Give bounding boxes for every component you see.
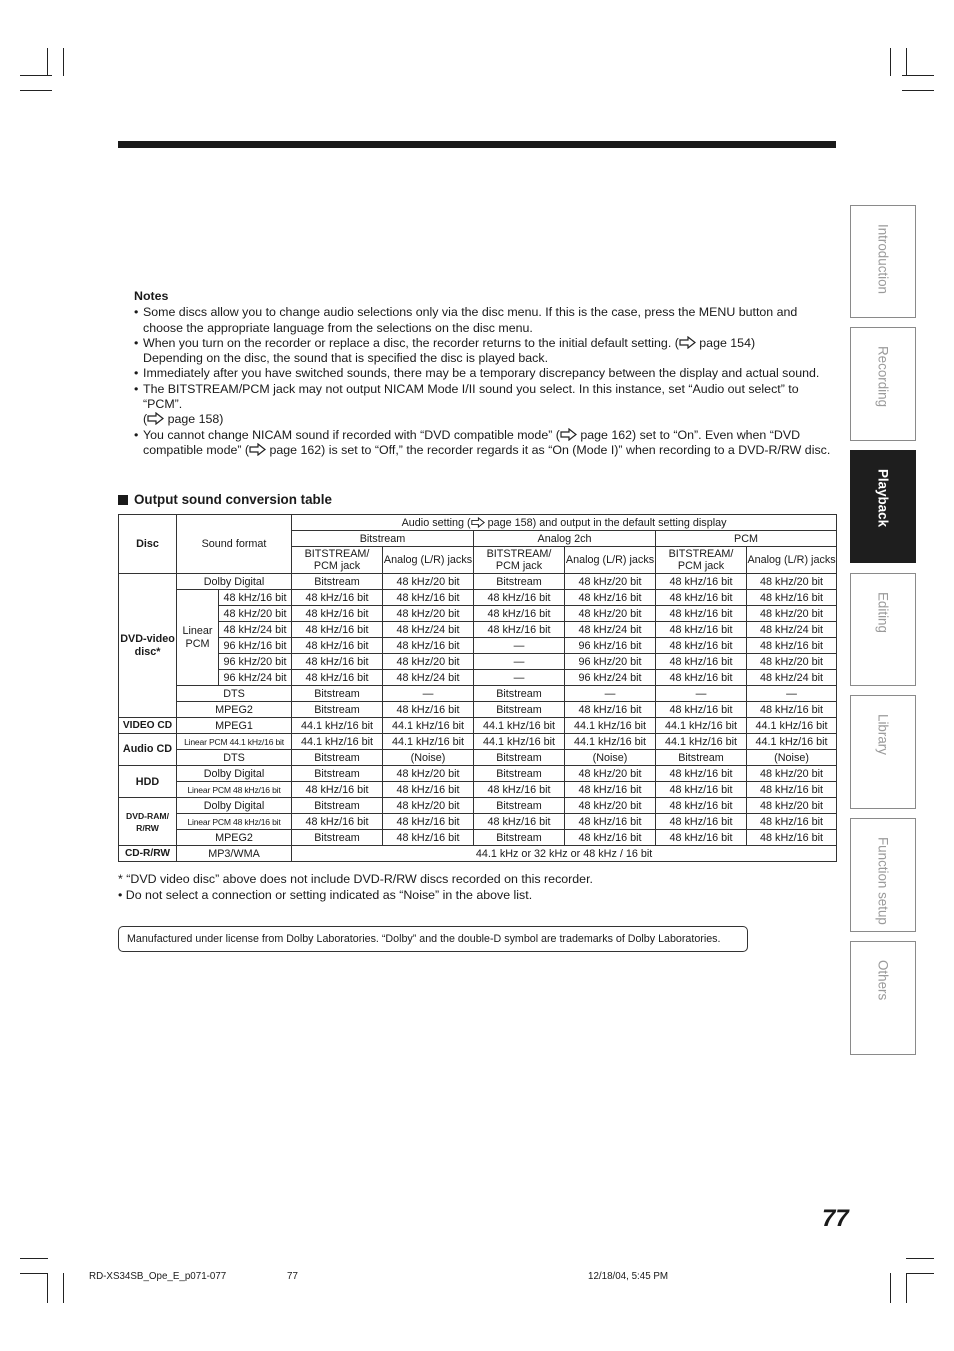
value-cell: Bitstream — [292, 830, 383, 846]
format-cell: Linear PCM 48 kHz/16 bit — [177, 814, 292, 830]
value-cell: — — [383, 686, 474, 702]
value-cell: (Noise) — [383, 750, 474, 766]
tab-function-setup[interactable] — [850, 818, 916, 932]
value-cell: 48 kHz/16 bit — [656, 606, 747, 622]
crop-mark — [63, 48, 64, 76]
format-cell: 48 kHz/24 bit — [219, 622, 292, 638]
value-cell: 48 kHz/16 bit — [292, 638, 383, 654]
tab-library[interactable] — [850, 695, 916, 809]
subcol-header: BITSTREAM/ PCM jack — [474, 547, 565, 574]
tab-introduction[interactable] — [850, 205, 916, 318]
value-cell: 44.1 kHz/16 bit — [292, 718, 383, 734]
table-row — [119, 766, 837, 782]
page-reference-arrow-icon — [147, 412, 164, 425]
table-row — [119, 734, 837, 750]
value-cell: 48 kHz/24 bit — [383, 622, 474, 638]
crop-mark — [47, 48, 48, 76]
tab-label: Introduction — [875, 224, 891, 294]
note-item: • Immediately after you have switched sounds, there may be a temporary discrepancy between the display and actual sound. — [134, 366, 834, 381]
format-cell: MPEG1 — [177, 718, 292, 734]
table-row — [119, 830, 837, 846]
value-cell: 48 kHz/16 bit — [656, 814, 747, 830]
value-cell: — — [474, 638, 565, 654]
page-reference-arrow-icon — [249, 443, 266, 456]
value-cell: 48 kHz/16 bit — [474, 606, 565, 622]
value-cell: Bitstream — [292, 686, 383, 702]
value-cell: 44.1 kHz/16 bit — [474, 718, 565, 734]
value-cell: Bitstream — [474, 702, 565, 718]
value-cell: Bitstream — [474, 798, 565, 814]
value-cell: 44.1 kHz/16 bit — [565, 734, 656, 750]
tab-label: Library — [875, 714, 891, 755]
disc-cell: DVD-RAM/ R/RW — [119, 798, 177, 846]
format-cell: 96 kHz/16 bit — [219, 638, 292, 654]
table-header-row — [119, 515, 837, 531]
value-cell: 48 kHz/20 bit — [565, 798, 656, 814]
value-cell: Bitstream — [474, 750, 565, 766]
value-cell: 48 kHz/16 bit — [656, 830, 747, 846]
value-cell: 48 kHz/20 bit — [383, 654, 474, 670]
value-cell: (Noise) — [747, 750, 837, 766]
value-cell: 48 kHz/24 bit — [383, 670, 474, 686]
value-cell: Bitstream — [292, 750, 383, 766]
value-cell: 48 kHz/16 bit — [292, 606, 383, 622]
disc-cell: Audio CD — [119, 734, 177, 766]
group-header: Bitstream — [292, 531, 474, 547]
value-cell: 48 kHz/16 bit — [747, 590, 837, 606]
tab-label: Recording — [875, 346, 891, 408]
value-cell: 48 kHz/16 bit — [292, 654, 383, 670]
subcol-header: Analog (L/R) jacks — [383, 547, 474, 574]
format-cell: Linear PCM 44.1 kHz/16 bit — [177, 734, 292, 750]
crop-mark — [906, 1258, 934, 1259]
group-header: Analog 2ch — [474, 531, 656, 547]
crop-mark — [20, 1273, 48, 1274]
crop-mark — [906, 1273, 907, 1303]
disc-cell: VIDEO CD — [119, 718, 177, 734]
format-cell: MP3/WMA — [177, 846, 292, 862]
format-cell: 96 kHz/24 bit — [219, 670, 292, 686]
value-cell: 48 kHz/16 bit — [747, 702, 837, 718]
note-item: • Some discs allow you to change audio selections only via the disc menu. If this is the case, press the MENU button and choose the appropriate language from the selections on the disc menu. — [134, 305, 834, 336]
tab-playback[interactable] — [850, 450, 916, 563]
tab-editing[interactable] — [850, 573, 916, 686]
value-cell: 48 kHz/16 bit — [474, 590, 565, 606]
value-cell: 44.1 kHz/16 bit — [656, 718, 747, 734]
format-cell: MPEG2 — [177, 702, 292, 718]
value-cell: 48 kHz/16 bit — [656, 654, 747, 670]
notes-heading: Notes — [134, 289, 169, 303]
page-reference-arrow-icon — [471, 517, 485, 528]
value-cell: 48 kHz/16 bit — [656, 574, 747, 590]
value-cell: 48 kHz/16 bit — [565, 814, 656, 830]
table-row — [119, 846, 837, 862]
format-cell: Dolby Digital — [177, 766, 292, 782]
value-cell: — — [656, 686, 747, 702]
value-cell: 48 kHz/20 bit — [383, 606, 474, 622]
format-cell: 96 kHz/20 bit — [219, 654, 292, 670]
table-row — [119, 638, 837, 654]
note-item: • When you turn on the recorder or replace a disc, the recorder returns to the initial default setting. ( page 154) Depending on the disc, the sound that is specified the disc is played back. — [134, 336, 834, 367]
value-cell: 48 kHz/20 bit — [747, 574, 837, 590]
note-item: • The BITSTREAM/PCM jack may not output NICAM Mode I/II sound you select. In this instance, set “Audio out select” to “PCM”. ( page 158) — [134, 382, 834, 428]
footer-page: 77 — [287, 1271, 298, 1282]
crop-mark — [20, 90, 52, 91]
value-cell: 96 kHz/24 bit — [565, 670, 656, 686]
value-cell: 48 kHz/16 bit — [474, 622, 565, 638]
value-cell: 44.1 kHz/16 bit — [383, 734, 474, 750]
format-cell: MPEG2 — [177, 830, 292, 846]
table-row — [119, 702, 837, 718]
tab-recording[interactable] — [850, 327, 916, 441]
crop-mark — [20, 1258, 48, 1259]
crop-mark — [890, 48, 891, 76]
format-cell: Dolby Digital — [177, 574, 292, 590]
value-cell: 48 kHz/20 bit — [383, 574, 474, 590]
value-cell: 96 kHz/16 bit — [565, 638, 656, 654]
value-cell: 44.1 kHz/16 bit — [565, 718, 656, 734]
value-cell: 48 kHz/16 bit — [383, 638, 474, 654]
value-cell: 48 kHz/16 bit — [383, 814, 474, 830]
tab-label: Function setup — [875, 837, 891, 925]
table-row — [119, 670, 837, 686]
value-cell: 48 kHz/16 bit — [656, 638, 747, 654]
page-reference-arrow-icon — [560, 428, 577, 441]
linear-pcm-cell: Linear PCM — [177, 590, 219, 686]
license-box: Manufactured under license from Dolby Laboratories. “Dolby” and the double-D symbol are trademarks of Dolby Laboratories. — [118, 926, 748, 952]
group-header: PCM — [656, 531, 837, 547]
value-cell: 48 kHz/20 bit — [565, 606, 656, 622]
value-cell: — — [474, 670, 565, 686]
table-row — [119, 718, 837, 734]
format-cell: Dolby Digital — [177, 798, 292, 814]
value-cell: 44.1 kHz/16 bit — [474, 734, 565, 750]
value-cell: 48 kHz/16 bit — [292, 590, 383, 606]
value-cell: 96 kHz/20 bit — [565, 654, 656, 670]
value-cell: 44.1 kHz/16 bit — [747, 718, 837, 734]
value-cell: 48 kHz/16 bit — [292, 814, 383, 830]
value-cell: 48 kHz/20 bit — [565, 574, 656, 590]
crop-mark — [902, 90, 934, 91]
note-item: • You cannot change NICAM sound if recorded with “DVD compatible mode” ( page 162) set to “On”. Even when “DVD compatible mode” ( page 162) is set to “Off,” the recorder regards it as “On (Mode I)” when recording to a DVD-R/RW disc. — [134, 428, 834, 459]
format-cell: Linear PCM 48 kHz/16 bit — [177, 782, 292, 798]
page-reference-arrow-icon — [679, 336, 696, 349]
footnote: • Do not select a connection or setting indicated as “Noise” in the above list. — [118, 888, 533, 902]
value-cell: 48 kHz/20 bit — [565, 766, 656, 782]
format-cell: DTS — [177, 750, 292, 766]
value-cell: 48 kHz/16 bit — [656, 670, 747, 686]
notes-list — [134, 305, 834, 458]
disc-cell: DVD-video disc* — [119, 574, 177, 718]
value-cell: 44.1 kHz/16 bit — [747, 734, 837, 750]
value-cell: — — [747, 686, 837, 702]
value-cell: Bitstream — [474, 574, 565, 590]
crop-mark — [63, 1273, 64, 1303]
value-cell: 48 kHz/16 bit — [383, 830, 474, 846]
value-cell: 48 kHz/16 bit — [565, 702, 656, 718]
value-cell: Bitstream — [292, 574, 383, 590]
value-cell: 48 kHz/20 bit — [747, 606, 837, 622]
value-cell: 48 kHz/20 bit — [383, 798, 474, 814]
tab-others[interactable] — [850, 941, 916, 1055]
table-row — [119, 606, 837, 622]
tab-label: Playback — [875, 469, 891, 528]
crop-mark — [906, 48, 907, 76]
value-cell: 48 kHz/16 bit — [474, 782, 565, 798]
subcol-header: BITSTREAM/ PCM jack — [292, 547, 383, 574]
value-cell: 48 kHz/20 bit — [747, 654, 837, 670]
table-row — [119, 814, 837, 830]
value-cell: 44.1 kHz/16 bit — [292, 734, 383, 750]
value-cell: Bitstream — [292, 766, 383, 782]
value-cell: (Noise) — [565, 750, 656, 766]
footer-date: 12/18/04, 5:45 PM — [588, 1271, 669, 1282]
value-cell: 48 kHz/16 bit — [747, 782, 837, 798]
disc-header: Disc — [119, 515, 177, 574]
value-cell: 48 kHz/16 bit — [292, 622, 383, 638]
table-row — [119, 750, 837, 766]
page-number: 77 — [822, 1205, 849, 1232]
footnote: * “DVD video disc” above does not include DVD-R/RW discs recorded on this recorder. — [118, 872, 593, 886]
square-bullet-icon — [118, 495, 128, 505]
table-row — [119, 686, 837, 702]
value-cell: 48 kHz/16 bit — [474, 814, 565, 830]
tab-label: Others — [875, 960, 891, 1001]
table-row — [119, 590, 837, 606]
table-row — [119, 654, 837, 670]
value-cell: 48 kHz/24 bit — [565, 622, 656, 638]
value-cell: 48 kHz/16 bit — [656, 798, 747, 814]
footer-file: RD-XS34SB_Ope_E_p071-077 — [89, 1271, 227, 1282]
disc-cell: CD-R/RW — [119, 846, 177, 862]
value-cell: Bitstream — [474, 766, 565, 782]
value-cell: Bitstream — [474, 830, 565, 846]
value-cell: 48 kHz/16 bit — [565, 830, 656, 846]
value-cell: 48 kHz/16 bit — [656, 622, 747, 638]
output-sound-conversion-table — [118, 514, 837, 862]
value-cell: 48 kHz/16 bit — [383, 590, 474, 606]
subcol-header: BITSTREAM/ PCM jack — [656, 547, 747, 574]
value-cell: 44.1 kHz/16 bit — [656, 734, 747, 750]
value-cell: 48 kHz/16 bit — [383, 782, 474, 798]
value-cell: 48 kHz/20 bit — [383, 766, 474, 782]
format-cell: 48 kHz/20 bit — [219, 606, 292, 622]
tab-label: Editing — [875, 592, 891, 633]
value-cell: 48 kHz/24 bit — [747, 670, 837, 686]
subcol-header: Analog (L/R) jacks — [565, 547, 656, 574]
value-cell: 48 kHz/16 bit — [747, 814, 837, 830]
footnotes — [118, 871, 593, 903]
value-cell: 48 kHz/16 bit — [747, 638, 837, 654]
value-cell: 44.1 kHz/16 bit — [383, 718, 474, 734]
value-cell: — — [565, 686, 656, 702]
value-cell: Bitstream — [292, 702, 383, 718]
value-cell: 48 kHz/16 bit — [383, 702, 474, 718]
value-cell: 48 kHz/16 bit — [292, 670, 383, 686]
header-rule — [118, 141, 836, 148]
value-cell: 48 kHz/16 bit — [656, 702, 747, 718]
crop-mark — [890, 1273, 891, 1303]
value-cell: 48 kHz/16 bit — [656, 590, 747, 606]
disc-cell: HDD — [119, 766, 177, 798]
table-row — [119, 782, 837, 798]
value-cell: — — [474, 654, 565, 670]
subcol-header: Analog (L/R) jacks — [747, 547, 837, 574]
crop-mark — [906, 1273, 934, 1274]
value-cell: 48 kHz/16 bit — [747, 830, 837, 846]
format-cell: DTS — [177, 686, 292, 702]
table-row — [119, 798, 837, 814]
crop-mark — [47, 1273, 48, 1303]
sound-format-header: Sound format — [177, 515, 292, 574]
table-row — [119, 574, 837, 590]
section-title: Output sound conversion table — [118, 492, 332, 507]
value-cell: 48 kHz/20 bit — [747, 798, 837, 814]
value-cell: 44.1 kHz or 32 kHz or 48 kHz / 16 bit — [292, 846, 837, 862]
value-cell: 48 kHz/24 bit — [747, 622, 837, 638]
value-cell: 48 kHz/20 bit — [747, 766, 837, 782]
value-cell: Bitstream — [656, 750, 747, 766]
notes-section — [134, 289, 834, 458]
value-cell: Bitstream — [474, 686, 565, 702]
value-cell: 48 kHz/16 bit — [292, 782, 383, 798]
value-cell: 48 kHz/16 bit — [656, 766, 747, 782]
value-cell: Bitstream — [292, 798, 383, 814]
audio-setting-header: Audio setting ( page 158) and output in the default setting display — [292, 515, 837, 531]
value-cell: 48 kHz/16 bit — [565, 782, 656, 798]
value-cell: 48 kHz/16 bit — [565, 590, 656, 606]
table-row — [119, 622, 837, 638]
format-cell: 48 kHz/16 bit — [219, 590, 292, 606]
value-cell: 48 kHz/16 bit — [656, 782, 747, 798]
